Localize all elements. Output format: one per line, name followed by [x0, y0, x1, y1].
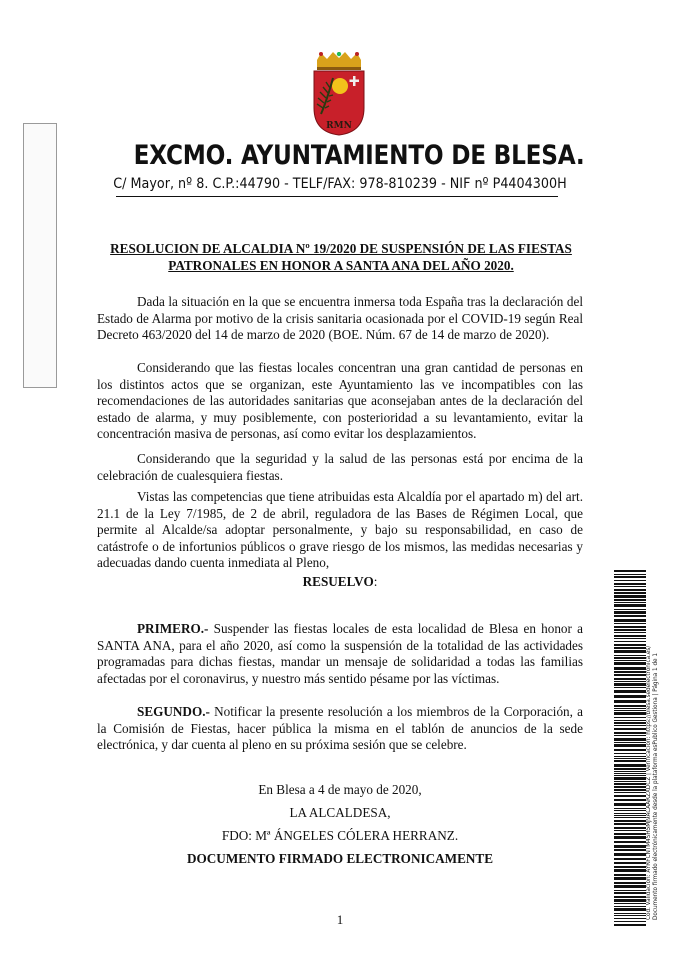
- paragraph-3: [97, 451, 583, 484]
- primero-text: Suspender las fiestas locales de esta localidad de Blesa en honor a SANTA ANA, para el año 2020, así como la suspensión de la totalidad de las actividades programadas para dichas fiestas, mandar un mensaje de solidaridad a todas las familias afectadas por el coronavirus, y nuestro más sentido pésame por las víctimas.: [97, 621, 583, 686]
- signature-signed-by: FDO: Mª ÁNGELES CÓLERA HERRANZ.: [221, 828, 459, 843]
- resuelvo-suffix: :: [373, 574, 378, 589]
- verification-line1: Cód. Validación: AYRFCNTM4SH5MJ9ACAARZXDCZ | Verificación: https://blesa.sedelectronica.es/: [646, 645, 652, 920]
- paragraph-2: [97, 360, 583, 443]
- crest-text: RMN: [326, 121, 352, 131]
- paragraph-3-text: Considerando que la seguridad y la salud de las personas está por encima de la celebración de cualesquiera fiestas.: [97, 451, 583, 483]
- paragraph-1: [97, 294, 583, 344]
- segundo-label: SEGUNDO.-: [137, 704, 210, 719]
- signature-role: LA ALCALDESA,: [289, 805, 391, 820]
- verification-text: [646, 600, 676, 920]
- page-number: 1: [336, 912, 344, 927]
- header-divider: [116, 196, 558, 197]
- resolution-title-line2: PATRONALES EN HONOR A SANTA ANA DEL AÑO 2020.: [168, 258, 514, 273]
- council-address: C/ Mayor, nº 8. C.P.:44790 - TELF/FAX: 978-810239 - NIF nº P4404300H: [113, 176, 567, 192]
- resolution-primero: [97, 621, 583, 687]
- barcode-icon: [614, 570, 646, 926]
- paragraph-1-text: Dada la situación en la que se encuentra inmersa toda España tras la declaración del Estado de Alarma por motivo de la crisis sanitaria ocasionada por el COVID-19 según Real Decreto 463/2020 del 14 de marzo de 2020 (BOE. Núm. 67 de 14 de marzo de 2020).: [97, 294, 583, 343]
- paragraph-2-text: Considerando que las fiestas locales concentran una gran cantidad de personas en los distintos actos que se organizan, este Ayuntamiento las ve incompatibles con las recomendaciones de las autoridades sanitarias que aconsejaban antes de la declaración del estado de alarma, y muy posiblemente, con posterioridad a su levantamiento, evitar la concentración masiva de personas, así como evitar los desplazamientos.: [97, 360, 583, 442]
- council-title: EXCMO. AYUNTAMIENTO DE BLESA.: [133, 140, 585, 171]
- coat-of-arms-icon: [309, 52, 369, 136]
- segundo-text: Notificar la presente resolución a los miembros de la Corporación, a la Comisión de Fiestas, hacer pública la misma en el tablón de anuncios de la sede electrónica, y dar cuenta al pleno en su próxima sesión que se celebre.: [97, 704, 583, 753]
- primero-label: PRIMERO.-: [137, 621, 209, 636]
- paragraph-4-text: Vistas las competencias que tiene atribuidas esta Alcaldía por el apartado m) del art. 21.1 de la Ley 7/1985, de 2 de abril, reguladora de las Bases de Régimen Local, que permite al Alcalde/sa adoptar personalmente, y bajo su responsabilidad, en caso de catástrofe o de infortunios públicos o grave riesgo de los mismos, las medidas necesarias y adecuadas dando cuenta inmediata al Pleno,: [97, 489, 583, 571]
- resuelvo-label: RESUELVO: [302, 574, 374, 589]
- margin-stamp-box: [23, 123, 57, 388]
- resolution-title-line1: RESOLUCION DE ALCALDIA Nº 19/2020 DE SUSPENSIÓN DE LAS FIESTAS: [110, 241, 572, 256]
- signature-place-date: En Blesa a 4 de mayo de 2020,: [258, 782, 422, 797]
- resuelvo-heading: [97, 573, 583, 590]
- verification-line2: Documento firmado electrónicamente desde la plataforma esPublico Gestiona | Página 1 de 1: [653, 653, 659, 920]
- signature-electronic: DOCUMENTO FIRMADO ELECTRONICAMENTE: [186, 851, 494, 866]
- paragraph-4: [97, 489, 583, 572]
- resolution-title: [96, 240, 586, 274]
- resolution-segundo: [97, 704, 583, 754]
